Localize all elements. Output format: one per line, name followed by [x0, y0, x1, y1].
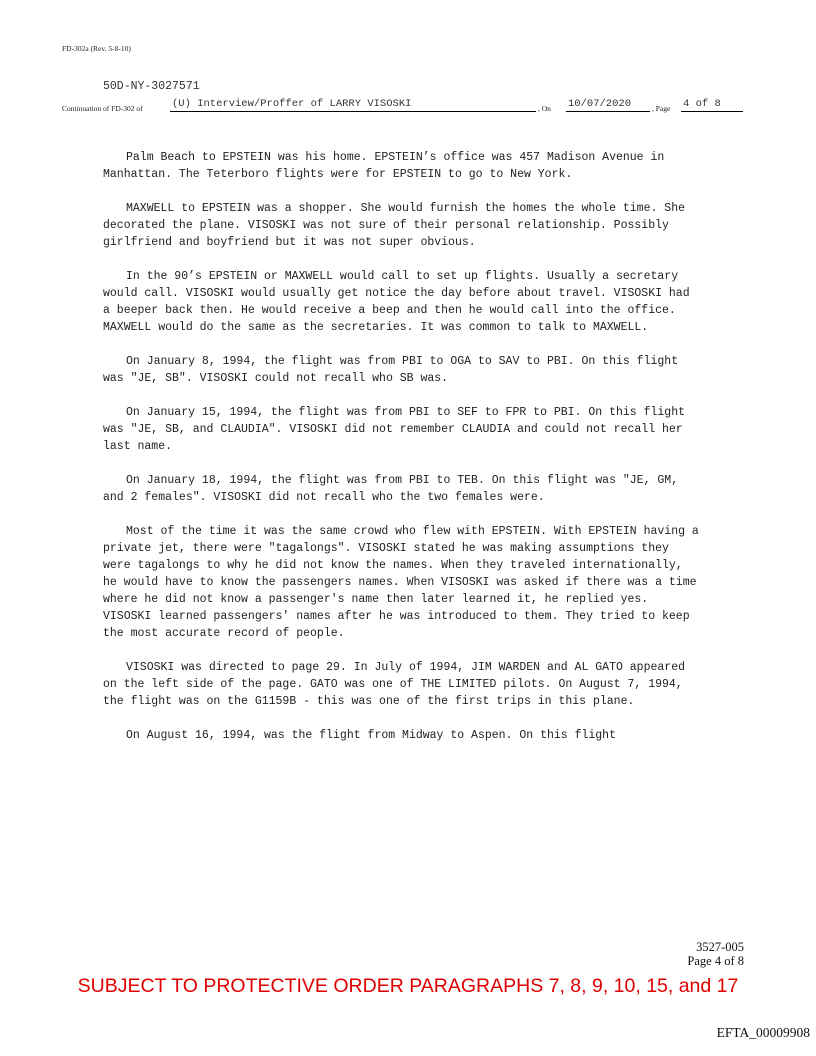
date-field: 10/07/2020 [566, 98, 650, 112]
case-number: 50D-NY-3027571 [103, 80, 200, 93]
paragraph: MAXWELL to EPSTEIN was a shopper. She would furnish the homes the whole time. She decorated the plane. VISOSKI was not sure of their personal relationship. Possibly girlfriend and boyfriend but it was not super obvious. [103, 202, 685, 249]
continuation-header [62, 98, 721, 114]
paragraph: Most of the time it was the same crowd who flew with EPSTEIN. With EPSTEIN having a private jet, there were "tagalongs". VISOSKI stated he was making assumptions they were tagalongs to why he did not know the names. When they traveled internationally, he would have to know the passengers names. When VISOSKI was asked if there was a time where he did not know a passenger's name then later learned it, he replied yes. VISOSKI learned passengers' names after he was introduced to them. They tried to keep the most accurate record of people. [103, 525, 699, 640]
paragraph: On August 16, 1994, was the flight from Midway to Aspen. On this flight [126, 729, 616, 742]
form-id: FD-302a (Rev. 5-8-10) [62, 44, 131, 53]
page-field: 4 of 8 [681, 98, 743, 112]
page-reference [687, 940, 744, 968]
page-label: , Page [652, 104, 671, 113]
subject-field: (U) Interview/Proffer of LARRY VISOSKI [170, 98, 536, 112]
protective-order-notice: SUBJECT TO PROTECTIVE ORDER PARAGRAPHS 7, 8, 9, 10, 15, and 17 [77, 975, 739, 997]
paragraph: VISOSKI was directed to page 29. In July of 1994, JIM WARDEN and AL GATO appeared on the left side of the page. GATO was one of THE LIMITED pilots. On August 7, 1994, the flight was on the G1159B - this was one of the first trips in this plane. [103, 661, 685, 708]
paragraph: On January 18, 1994, the flight was from PBI to TEB. On this flight was "JE, GM, and 2 females". VISOSKI did not recall who the two females were. [103, 474, 679, 504]
on-label: , On [538, 104, 551, 113]
paragraph: On January 15, 1994, the flight was from PBI to SEF to FPR to PBI. On this flight was "JE, SB, and CLAUDIA". VISOSKI did not remember CLAUDIA and could not recall her last name. [103, 406, 685, 453]
bates-number: EFTA_00009908 [716, 1025, 810, 1040]
paragraph: On January 8, 1994, the flight was from PBI to OGA to SAV to PBI. On this flight was "JE, SB". VISOSKI could not recall who SB was. [103, 355, 679, 385]
paragraph: In the 90’s EPSTEIN or MAXWELL would call to set up flights. Usually a secretary would call. VISOSKI would usually get notice the day before about travel. VISOSKI had a beeper back then. He would receive a beep and then he would call into the office. MAXWELL would do the same as the secretaries. It was common to talk to MAXWELL. [103, 270, 690, 334]
document-body [103, 149, 703, 761]
continuation-label: Continuation of FD-302 of [62, 104, 143, 113]
page-of: Page 4 of 8 [687, 954, 744, 968]
document-code: 3527-005 [696, 940, 744, 954]
paragraph: Palm Beach to EPSTEIN was his home. EPSTEIN’s office was 457 Madison Avenue in Manhattan. The Teterboro flights were for EPSTEIN to go to New York. [103, 151, 665, 181]
